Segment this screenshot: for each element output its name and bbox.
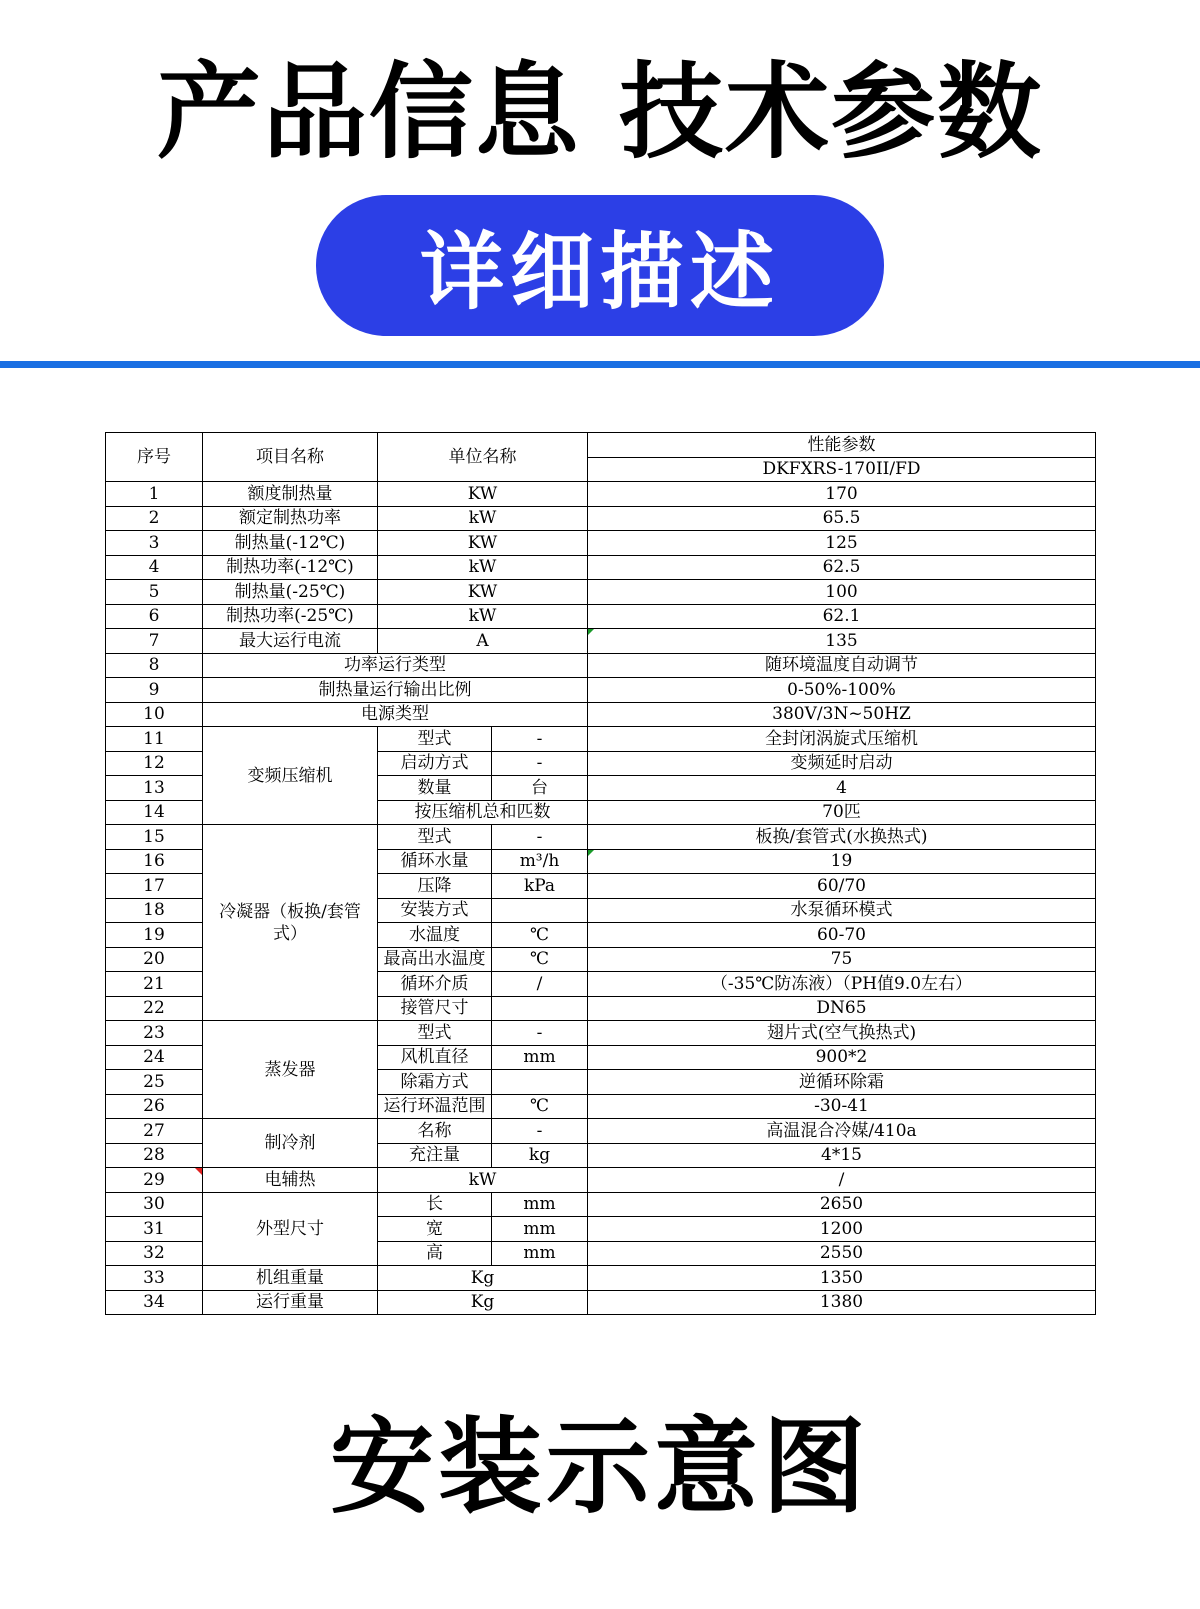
cell-item: 最大运行电流	[203, 629, 378, 654]
page-title: 产品信息 技术参数	[156, 51, 1044, 173]
table-row	[106, 702, 1096, 727]
cell-value: -30-41	[588, 1094, 1096, 1119]
cell-no: 31	[106, 1217, 203, 1242]
cell-no: 20	[106, 947, 203, 972]
cell-unit: -	[492, 1021, 588, 1046]
cell-value: 100	[588, 580, 1096, 605]
table-row	[106, 1168, 1096, 1193]
cell-value: 19	[588, 849, 1096, 874]
cell-value: 0-50%-100%	[588, 678, 1096, 703]
group-evaporator: 蒸发器	[203, 1021, 378, 1119]
table-row	[106, 825, 1096, 850]
cell-item: 制热量(-12℃)	[203, 531, 378, 556]
cell-subitem: 长	[378, 1192, 492, 1217]
cell-unit: kW	[378, 555, 588, 580]
cell-value: 62.1	[588, 604, 1096, 629]
cell-no: 33	[106, 1266, 203, 1291]
cell-item: 机组重量	[203, 1266, 378, 1291]
cell-item: 运行重量	[203, 1290, 378, 1315]
cell-no: 19	[106, 923, 203, 948]
cell-unit: A	[378, 629, 588, 654]
cell-no: 28	[106, 1143, 203, 1168]
cell-no: 16	[106, 849, 203, 874]
cell-value: （-35℃防冻液）（PH值9.0左右）	[588, 972, 1096, 997]
cell-value: 水泵循环模式	[588, 898, 1096, 923]
cell-no: 8	[106, 653, 203, 678]
table-row	[106, 1266, 1096, 1291]
group-condenser: 冷凝器（板换/套管式）	[203, 825, 378, 1021]
cell-unit: -	[492, 727, 588, 752]
cell-value: 900*2	[588, 1045, 1096, 1070]
cell-value: 2550	[588, 1241, 1096, 1266]
cell-item: 电源类型	[203, 702, 588, 727]
cell-no: 2	[106, 506, 203, 531]
cell-unit	[492, 898, 588, 923]
cell-no: 10	[106, 702, 203, 727]
install-diagram-title: 安装示意图	[329, 1406, 870, 1528]
table-row	[106, 1290, 1096, 1315]
table-row	[106, 482, 1096, 507]
cell-unit: kW	[378, 506, 588, 531]
table-row	[106, 653, 1096, 678]
cell-unit: KW	[378, 531, 588, 556]
table-row	[106, 604, 1096, 629]
cell-subitem: 水温度	[378, 923, 492, 948]
cell-subitem: 型式	[378, 727, 492, 752]
cell-no: 15	[106, 825, 203, 850]
cell-no: 32	[106, 1241, 203, 1266]
cell-subitem: 型式	[378, 1021, 492, 1046]
header-divider	[0, 361, 1200, 368]
cell-value: 75	[588, 947, 1096, 972]
cell-no: 23	[106, 1021, 203, 1046]
cell-item: 功率运行类型	[203, 653, 588, 678]
cell-subitem: 压降	[378, 874, 492, 899]
cell-subitem: 按压缩机总和匹数	[378, 800, 588, 825]
cell-item: 额定制热功率	[203, 506, 378, 531]
cell-value: 125	[588, 531, 1096, 556]
cell-unit: ℃	[492, 1094, 588, 1119]
cell-no: 14	[106, 800, 203, 825]
table-row	[106, 727, 1096, 752]
cell-item: 制热功率(-12℃)	[203, 555, 378, 580]
cell-value: /	[588, 1168, 1096, 1193]
cell-value: 变频延时启动	[588, 751, 1096, 776]
cell-subitem: 除霜方式	[378, 1070, 492, 1095]
cell-value: 70匹	[588, 800, 1096, 825]
cell-no: 9	[106, 678, 203, 703]
cell-unit: mm	[492, 1217, 588, 1242]
cell-unit: mm	[492, 1192, 588, 1217]
cell-value: 全封闭涡旋式压缩机	[588, 727, 1096, 752]
cell-no: 30	[106, 1192, 203, 1217]
cell-unit: kg	[492, 1143, 588, 1168]
cell-subitem: 接管尺寸	[378, 996, 492, 1021]
cell-value: 4*15	[588, 1143, 1096, 1168]
cell-subitem: 启动方式	[378, 751, 492, 776]
cell-value: 170	[588, 482, 1096, 507]
group-dimensions: 外型尺寸	[203, 1192, 378, 1266]
cell-no: 27	[106, 1119, 203, 1144]
cell-unit: Kg	[378, 1266, 588, 1291]
header-seq: 序号	[106, 433, 203, 482]
cell-unit: m³/h	[492, 849, 588, 874]
cell-value: 60-70	[588, 923, 1096, 948]
cell-item: 制热量运行输出比例	[203, 678, 588, 703]
cell-value: DN65	[588, 996, 1096, 1021]
cell-value: 4	[588, 776, 1096, 801]
table-row	[106, 531, 1096, 556]
cell-unit: ℃	[492, 947, 588, 972]
cell-value: 65.5	[588, 506, 1096, 531]
table-header-row	[106, 433, 1096, 458]
cell-subitem: 安装方式	[378, 898, 492, 923]
cell-no: 7	[106, 629, 203, 654]
table-row	[106, 1119, 1096, 1144]
table-row	[106, 1021, 1096, 1046]
table-row	[106, 555, 1096, 580]
cell-no: 18	[106, 898, 203, 923]
cell-value: 1200	[588, 1217, 1096, 1242]
cell-value: 2650	[588, 1192, 1096, 1217]
cell-subitem: 循环水量	[378, 849, 492, 874]
cell-no: 24	[106, 1045, 203, 1070]
cell-subitem: 数量	[378, 776, 492, 801]
cell-unit: mm	[492, 1241, 588, 1266]
cell-no: 29	[106, 1168, 203, 1193]
cell-unit: /	[492, 972, 588, 997]
cell-value: 高温混合冷媒/410a	[588, 1119, 1096, 1144]
group-compressor: 变频压缩机	[203, 727, 378, 825]
spec-table	[105, 432, 1096, 1315]
cell-unit: 台	[492, 776, 588, 801]
cell-value: 逆循环除霜	[588, 1070, 1096, 1095]
cell-unit: kW	[378, 1168, 588, 1193]
header-unit: 单位名称	[378, 433, 588, 482]
cell-no: 12	[106, 751, 203, 776]
table-row	[106, 629, 1096, 654]
cell-value: 板换/套管式(水换热式)	[588, 825, 1096, 850]
cell-item: 制热量(-25℃)	[203, 580, 378, 605]
cell-unit	[492, 1070, 588, 1095]
cell-unit: mm	[492, 1045, 588, 1070]
cell-value: 翅片式(空气换热式)	[588, 1021, 1096, 1046]
cell-subitem: 名称	[378, 1119, 492, 1144]
cell-no: 34	[106, 1290, 203, 1315]
cell-value: 380V/3N~50HZ	[588, 702, 1096, 727]
cell-subitem: 充注量	[378, 1143, 492, 1168]
cell-no: 4	[106, 555, 203, 580]
cell-no: 5	[106, 580, 203, 605]
cell-subitem: 高	[378, 1241, 492, 1266]
header-model: DKFXRS-170II/FD	[588, 457, 1096, 482]
table-row	[106, 580, 1096, 605]
cell-unit: -	[492, 1119, 588, 1144]
table-row	[106, 506, 1096, 531]
cell-subitem: 宽	[378, 1217, 492, 1242]
cell-unit: -	[492, 825, 588, 850]
cell-value: 随环境温度自动调节	[588, 653, 1096, 678]
table-row	[106, 1192, 1096, 1217]
cell-item: 电辅热	[203, 1168, 378, 1193]
cell-value: 60/70	[588, 874, 1096, 899]
cell-item: 制热功率(-25℃)	[203, 604, 378, 629]
cell-no: 17	[106, 874, 203, 899]
cell-subitem: 循环介质	[378, 972, 492, 997]
section-pill	[316, 195, 884, 336]
header-item: 项目名称	[203, 433, 378, 482]
cell-value: 1350	[588, 1266, 1096, 1291]
table-row	[106, 678, 1096, 703]
cell-no: 26	[106, 1094, 203, 1119]
cell-unit: KW	[378, 580, 588, 605]
cell-subitem: 型式	[378, 825, 492, 850]
section-pill-label: 详细描述	[419, 223, 780, 321]
cell-unit: ℃	[492, 923, 588, 948]
cell-unit: -	[492, 751, 588, 776]
cell-value: 135	[588, 629, 1096, 654]
cell-unit: kW	[378, 604, 588, 629]
cell-no: 6	[106, 604, 203, 629]
cell-value: 1380	[588, 1290, 1096, 1315]
cell-item: 额度制热量	[203, 482, 378, 507]
cell-no: 25	[106, 1070, 203, 1095]
cell-unit	[492, 996, 588, 1021]
cell-unit: KW	[378, 482, 588, 507]
cell-no: 22	[106, 996, 203, 1021]
cell-subitem: 运行环温范围	[378, 1094, 492, 1119]
cell-subitem: 风机直径	[378, 1045, 492, 1070]
cell-unit: kPa	[492, 874, 588, 899]
cell-no: 3	[106, 531, 203, 556]
cell-no: 11	[106, 727, 203, 752]
cell-unit: Kg	[378, 1290, 588, 1315]
cell-no: 1	[106, 482, 203, 507]
cell-no: 21	[106, 972, 203, 997]
cell-no: 13	[106, 776, 203, 801]
cell-value: 62.5	[588, 555, 1096, 580]
group-refrigerant: 制冷剂	[203, 1119, 378, 1168]
header-performance: 性能参数	[588, 433, 1096, 458]
cell-subitem: 最高出水温度	[378, 947, 492, 972]
